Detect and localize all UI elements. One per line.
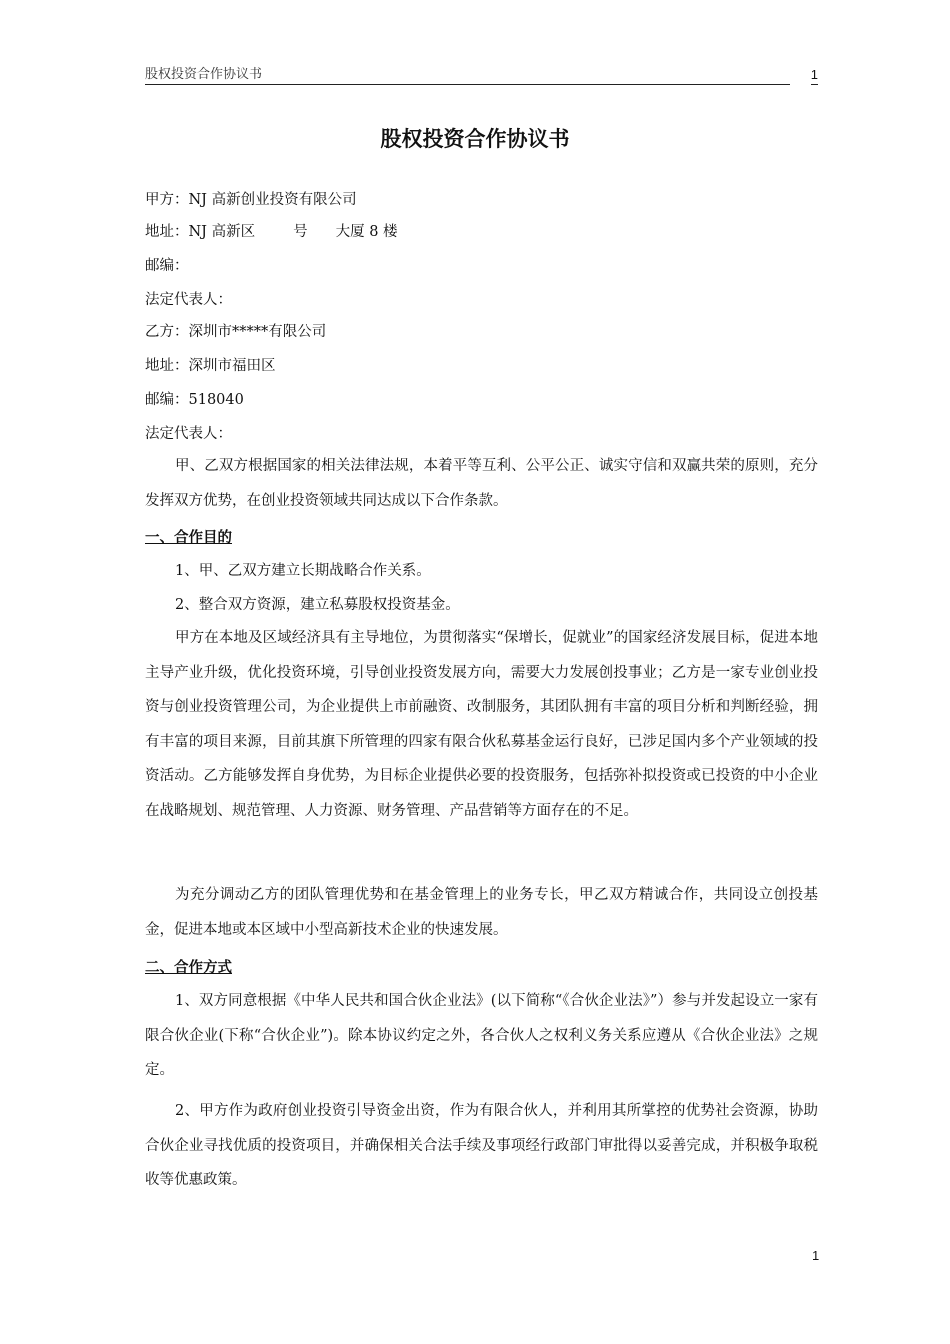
party-b-representative: 法定代表人： bbox=[145, 426, 232, 442]
party-a-postcode: 邮编： bbox=[145, 258, 189, 274]
header-rule bbox=[145, 84, 790, 85]
party-a-name: 甲方：NJ 高新创业投资有限公司 bbox=[145, 192, 357, 208]
footer-page-number: 1 bbox=[812, 1248, 820, 1263]
preamble-paragraph: 甲、乙双方根据国家的相关法律法规，本着平等互利、公平公正、诚实守信和双赢共荣的原则，充分发挥双方优势，在创业投资领域共同达成以下合作条款。 bbox=[145, 458, 818, 509]
party-b-postcode: 邮编：518040 bbox=[145, 392, 244, 408]
section-1-item-2: 2、整合双方资源，建立私募股权投资基金。 bbox=[175, 597, 460, 613]
section-2-paragraph-1: 1、双方同意根据《中华人民共和国合伙企业法》(以下简称“《合伙企业法》”）参与并发起设立一家有限合伙企业(下称“合伙企业”)。除本协议约定之外，各合伙人之权利义务关系应遵从《合伙企业法》之规定。 bbox=[145, 993, 818, 1078]
party-a-address-prefix: 地址：NJ 高新区 bbox=[145, 224, 256, 240]
section-1-heading: 一、合作目的 bbox=[145, 530, 232, 546]
page-header bbox=[145, 66, 818, 86]
party-a-representative: 法定代表人： bbox=[145, 292, 232, 308]
party-a-address-building: 大厦 8 楼 bbox=[335, 224, 398, 240]
section-1-paragraph-1: 甲方在本地及区域经济具有主导地位，为贯彻落实“保增长，促就业”的国家经济发展目标，促进本地主导产业升级，优化投资环境，引导创业投资发展方向，需要大力发展创投事业；乙方是一家专业创业投资与创业投资管理公司，为企业提供上市前融资、改制服务，其团队拥有丰富的项目分析和判断经验，拥有丰富的项目来源，目前其旗下所管理的四家有限合伙私募基金运行良好，已涉足国内多个产业领域的投资活动。乙方能够发挥自身优势，为目标企业提供必要的投资服务，包括弥补拟投资或已投资的中小企业在战略规划、规范管理、人力资源、财务管理、产品营销等方面存在的不足。 bbox=[145, 630, 818, 819]
party-a-address bbox=[145, 222, 398, 242]
header-page-number: 1 bbox=[811, 66, 818, 85]
header-title: 股权投资合作协议书 bbox=[145, 67, 263, 82]
section-2-paragraph-2: 2、甲方作为政府创业投资引导资金出资，作为有限合伙人，并利用其所掌控的优势社会资源，协助合伙企业寻找优质的投资项目，并确保相关合法手续及事项经行政部门审批得以妥善完成，并积极争取税收等优惠政策。 bbox=[145, 1103, 818, 1188]
section-2-heading: 二、合作方式 bbox=[145, 960, 232, 976]
party-a-address-number: 号 bbox=[293, 224, 308, 240]
party-b-name: 乙方：深圳市*****有限公司 bbox=[145, 324, 327, 340]
section-1-paragraph-2: 为充分调动乙方的团队管理优势和在基金管理上的业务专长，甲乙双方精诚合作，共同设立创投基金，促进本地或本区域中小型高新技术企业的快速发展。 bbox=[145, 887, 818, 938]
section-1-item-1: 1、甲、乙双方建立长期战略合作关系。 bbox=[175, 563, 431, 579]
party-b-address: 地址：深圳市福田区 bbox=[145, 358, 276, 374]
document-title: 股权投资合作协议书 bbox=[380, 127, 570, 151]
